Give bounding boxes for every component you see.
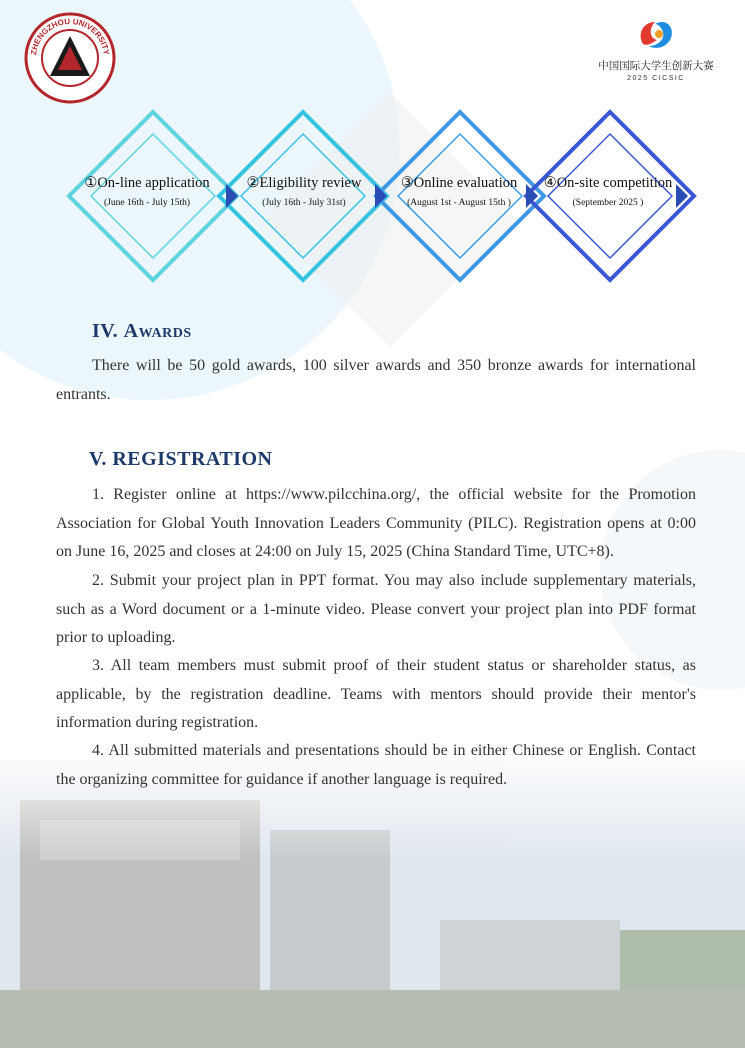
university-seal-logo: [22, 10, 118, 106]
cicsic-logo-english-name: 2025 CICSIC: [627, 75, 685, 82]
timeline-step-title: ③Online evaluation: [400, 175, 518, 191]
awards-heading: [92, 320, 192, 343]
timeline-step-date: (June 16th - July 15th): [103, 198, 191, 208]
timeline-step-1: [72, 175, 222, 208]
registration-item-3: 3. All team members must submit proof of their student status or shareholder status, as applicable, by the registration deadline. Teams with mentors should provide their mentor's information during registration.: [56, 657, 696, 731]
cicsic-logo-chinese-name: 中国国际大学生创新大赛: [598, 60, 714, 72]
registration-item-1: 1. Register online at https://www.pilcchina.org/, the official website for the Promotion Association for Global Youth Innovation Leaders Community (PILC). Registration opens at 0:00 on June 16, 2025 and closes at 24:00 on July 15, 2025 (China Standard Time, UTC+8).: [56, 486, 696, 560]
timeline-step-date: (July 16th - July 31st): [262, 198, 346, 208]
registration-item-4: 4. All submitted materials and presentations should be in either Chinese or English. Contact the organizing committee for guidance if another language is required.: [56, 742, 696, 788]
registration-item-2: 2. Submit your project plan in PPT format. You may also include supplementary materials, such as a Word document or a 1-minute video. Please convert your project plan into PDF format prior to uploading.: [56, 572, 696, 646]
timeline-step-3: [384, 175, 534, 208]
timeline-step-date: (September 2025 ): [572, 198, 644, 208]
timeline-step-title: ①On-line application: [84, 175, 210, 191]
timeline-step-2: [229, 175, 379, 208]
timeline-step-4: [533, 175, 683, 208]
awards-heading-word: Awards: [123, 320, 192, 342]
awards-paragraph: There will be 50 gold awards, 100 silver awards and 350 bronze awards for international entrants.: [56, 357, 696, 403]
registration-heading: V. REGISTRATION: [89, 448, 273, 470]
timeline-step-title: ②Eligibility review: [246, 175, 362, 191]
competition-timeline: [0, 100, 745, 290]
timeline-step-date: (August 1st - August 15th ): [407, 198, 511, 208]
cicsic-logo: [590, 14, 722, 94]
timeline-step-title: ④On-site competition: [543, 175, 673, 191]
awards-heading-numeral: IV.: [92, 320, 124, 342]
svg-text:ZHENGZHOU UNIVERSITY: ZHENGZHOU UNIVERSITY: [29, 16, 111, 56]
